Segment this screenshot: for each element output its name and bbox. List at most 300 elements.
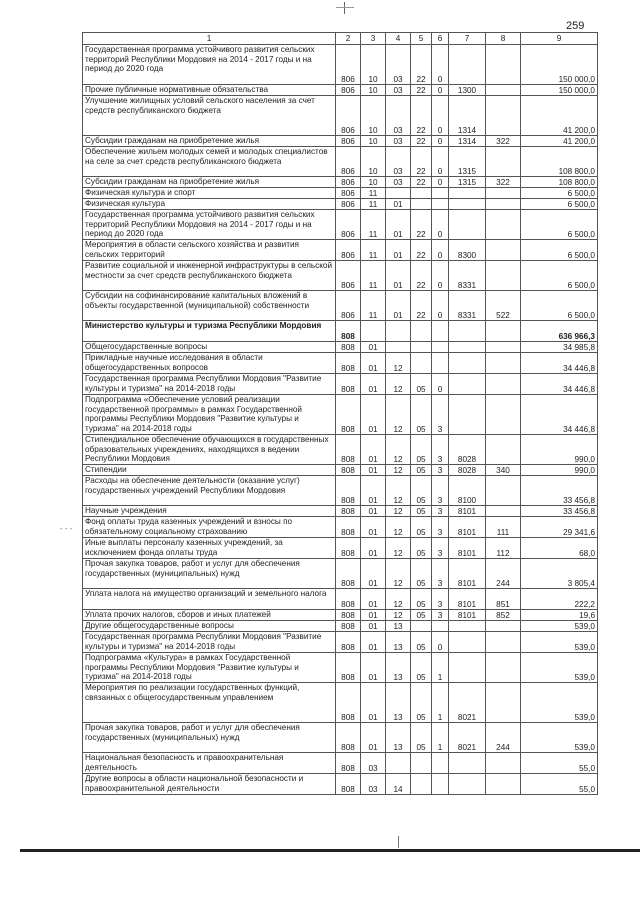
col-chapter: 808 bbox=[336, 517, 361, 538]
col-subsection bbox=[386, 753, 411, 774]
col-subsection: 13 bbox=[386, 653, 411, 683]
col-chapter: 808 bbox=[336, 621, 361, 632]
col-subsection: 12 bbox=[386, 353, 411, 374]
col-item: 8021 bbox=[449, 683, 486, 723]
table-row bbox=[83, 559, 598, 589]
col-subprogram: 3 bbox=[432, 559, 449, 589]
col-section: 01 bbox=[361, 476, 386, 506]
bottom-rule bbox=[20, 849, 640, 852]
col-program: 05 bbox=[411, 589, 432, 610]
col-subprogram bbox=[432, 774, 449, 795]
col-item: 8101 bbox=[449, 517, 486, 538]
col-subsection: 13 bbox=[386, 683, 411, 723]
col-subsection: 12 bbox=[386, 559, 411, 589]
row-amount: 29 341,6 bbox=[521, 517, 598, 538]
row-amount: 539,0 bbox=[521, 723, 598, 753]
row-name: Прочая закупка товаров, работ и услуг для обеспечения государственных (муниципальных) нужд bbox=[83, 559, 336, 589]
col-subsection: 12 bbox=[386, 506, 411, 517]
col-subprogram bbox=[432, 353, 449, 374]
col-program: 05 bbox=[411, 374, 432, 395]
col-item: 8101 bbox=[449, 506, 486, 517]
row-amount: 990,0 bbox=[521, 465, 598, 476]
col-expense-type bbox=[486, 188, 521, 199]
col-item bbox=[449, 621, 486, 632]
table-row bbox=[83, 538, 598, 559]
col-expense-type: 322 bbox=[486, 177, 521, 188]
col-item: 8100 bbox=[449, 476, 486, 506]
row-name: Иные выплаты персоналу казенных учреждений, за исключением фонда оплаты труда bbox=[83, 538, 336, 559]
col-expense-type bbox=[486, 621, 521, 632]
col-subprogram: 0 bbox=[432, 136, 449, 147]
col-section: 10 bbox=[361, 85, 386, 96]
column-header: 4 bbox=[386, 33, 411, 45]
col-chapter: 808 bbox=[336, 753, 361, 774]
col-expense-type: 244 bbox=[486, 559, 521, 589]
col-section: 03 bbox=[361, 753, 386, 774]
row-amount: 55,0 bbox=[521, 753, 598, 774]
table-row bbox=[83, 188, 598, 199]
table-row bbox=[83, 517, 598, 538]
row-amount: 222,2 bbox=[521, 589, 598, 610]
row-name: Стипендиальное обеспечение обучающихся в государственных образовательных учреждениях, находящихся в ведении Республики Мордовия bbox=[83, 435, 336, 465]
col-subsection: 12 bbox=[386, 610, 411, 621]
col-expense-type: 340 bbox=[486, 465, 521, 476]
column-header: 3 bbox=[361, 33, 386, 45]
col-expense-type bbox=[486, 374, 521, 395]
table-row bbox=[83, 240, 598, 261]
row-amount: 6 500,0 bbox=[521, 240, 598, 261]
col-subprogram: 0 bbox=[432, 147, 449, 177]
col-subprogram: 0 bbox=[432, 96, 449, 136]
col-chapter: 806 bbox=[336, 136, 361, 147]
col-subprogram: 0 bbox=[432, 177, 449, 188]
col-item: 1300 bbox=[449, 85, 486, 96]
col-subprogram: 1 bbox=[432, 653, 449, 683]
col-subsection: 12 bbox=[386, 465, 411, 476]
col-subsection: 12 bbox=[386, 476, 411, 506]
table-row bbox=[83, 374, 598, 395]
col-expense-type bbox=[486, 435, 521, 465]
row-name: Государственная программа Республики Мордовия "Развитие культуры и туризма" на 2014-2018 годы bbox=[83, 374, 336, 395]
col-section: 01 bbox=[361, 632, 386, 653]
row-name: Обеспечение жильем молодых семей и молодых специалистов на селе за счет средств республиканского бюджета bbox=[83, 147, 336, 177]
row-amount: 19,6 bbox=[521, 610, 598, 621]
col-chapter: 808 bbox=[336, 476, 361, 506]
table-row bbox=[83, 261, 598, 291]
col-program: 05 bbox=[411, 476, 432, 506]
col-expense-type: 522 bbox=[486, 291, 521, 321]
col-subprogram: 3 bbox=[432, 538, 449, 559]
col-program bbox=[411, 321, 432, 342]
col-section: 01 bbox=[361, 559, 386, 589]
col-subsection: 12 bbox=[386, 435, 411, 465]
col-expense-type bbox=[486, 199, 521, 210]
col-expense-type bbox=[486, 321, 521, 342]
table-row bbox=[83, 621, 598, 632]
col-subprogram: 0 bbox=[432, 240, 449, 261]
row-name: Улучшение жилищных условий сельского населения за счет средств республиканского бюджета bbox=[83, 96, 336, 136]
col-subprogram: 1 bbox=[432, 723, 449, 753]
col-expense-type bbox=[486, 632, 521, 653]
column-header: 9 bbox=[521, 33, 598, 45]
col-expense-type bbox=[486, 753, 521, 774]
col-subprogram: 3 bbox=[432, 465, 449, 476]
row-amount: 150 000,0 bbox=[521, 85, 598, 96]
col-section: 11 bbox=[361, 240, 386, 261]
row-name: Подпрограмма «Культура» в рамках Государственной программы Республики Мордовия "Развитие культуры и туризма" на 2014-2018 годы bbox=[83, 653, 336, 683]
col-subsection: 01 bbox=[386, 261, 411, 291]
col-expense-type bbox=[486, 85, 521, 96]
table-row bbox=[83, 199, 598, 210]
col-item bbox=[449, 753, 486, 774]
col-subsection: 03 bbox=[386, 85, 411, 96]
row-amount: 636 966,3 bbox=[521, 321, 598, 342]
table-row bbox=[83, 753, 598, 774]
col-item bbox=[449, 45, 486, 85]
col-chapter: 808 bbox=[336, 653, 361, 683]
col-subprogram: 0 bbox=[432, 85, 449, 96]
table-row bbox=[83, 210, 598, 240]
column-header: 6 bbox=[432, 33, 449, 45]
row-name: Государственная программа устойчивого развития сельских территорий Республики Мордовия на 2014 - 2017 годы и на период до 2020 года bbox=[83, 210, 336, 240]
column-header: 5 bbox=[411, 33, 432, 45]
col-expense-type bbox=[486, 342, 521, 353]
col-section: 10 bbox=[361, 136, 386, 147]
col-section: 01 bbox=[361, 538, 386, 559]
row-amount: 41 200,0 bbox=[521, 96, 598, 136]
col-subprogram: 3 bbox=[432, 435, 449, 465]
col-program: 05 bbox=[411, 435, 432, 465]
col-section: 11 bbox=[361, 188, 386, 199]
row-amount: 34 446,8 bbox=[521, 353, 598, 374]
col-program: 05 bbox=[411, 517, 432, 538]
bottom-scan-mark bbox=[398, 836, 399, 848]
row-name: Прочие публичные нормативные обязательства bbox=[83, 85, 336, 96]
row-name: Прочая закупка товаров, работ и услуг для обеспечения государственных (муниципальных) нужд bbox=[83, 723, 336, 753]
col-subsection: 01 bbox=[386, 199, 411, 210]
row-amount: 6 500,0 bbox=[521, 291, 598, 321]
col-subsection bbox=[386, 188, 411, 199]
table-row bbox=[83, 291, 598, 321]
table-body bbox=[83, 45, 598, 795]
row-amount: 33 456,8 bbox=[521, 476, 598, 506]
row-amount: 539,0 bbox=[521, 653, 598, 683]
col-subsection: 03 bbox=[386, 177, 411, 188]
col-subsection: 03 bbox=[386, 96, 411, 136]
row-name: Государственная программа Республики Мордовия "Развитие культуры и туризма" на 2014-2018 годы bbox=[83, 632, 336, 653]
col-item: 8101 bbox=[449, 589, 486, 610]
col-subprogram: 0 bbox=[432, 374, 449, 395]
budget-table bbox=[82, 32, 598, 795]
row-name: Другие вопросы в области национальной безопасности и правоохранительной деятельности bbox=[83, 774, 336, 795]
col-program: 05 bbox=[411, 610, 432, 621]
margin-mark: - - - bbox=[60, 524, 73, 533]
col-chapter: 808 bbox=[336, 589, 361, 610]
row-name: Физическая культура и спорт bbox=[83, 188, 336, 199]
col-subsection: 12 bbox=[386, 374, 411, 395]
row-name: Развитие социальной и инженерной инфраструктуры в сельской местности за счет средств республиканского бюджета bbox=[83, 261, 336, 291]
col-item: 8028 bbox=[449, 465, 486, 476]
col-subprogram bbox=[432, 753, 449, 774]
col-chapter: 808 bbox=[336, 538, 361, 559]
col-subsection: 12 bbox=[386, 589, 411, 610]
row-name: Министерство культуры и туризма Республики Мордовия bbox=[83, 321, 336, 342]
col-item: 8101 bbox=[449, 559, 486, 589]
row-amount: 3 805,4 bbox=[521, 559, 598, 589]
col-program: 05 bbox=[411, 559, 432, 589]
row-name: Уплата прочих налогов, сборов и иных платежей bbox=[83, 610, 336, 621]
col-program bbox=[411, 342, 432, 353]
col-program bbox=[411, 774, 432, 795]
row-name: Научные учреждения bbox=[83, 506, 336, 517]
col-subprogram bbox=[432, 621, 449, 632]
col-subsection: 03 bbox=[386, 136, 411, 147]
col-item: 1314 bbox=[449, 96, 486, 136]
table-row bbox=[83, 321, 598, 342]
col-section: 03 bbox=[361, 774, 386, 795]
col-program bbox=[411, 353, 432, 374]
col-program: 05 bbox=[411, 465, 432, 476]
col-section: 01 bbox=[361, 465, 386, 476]
col-subprogram: 3 bbox=[432, 476, 449, 506]
row-name: Уплата налога на имущество организаций и земельного налога bbox=[83, 589, 336, 610]
col-item: 8021 bbox=[449, 723, 486, 753]
col-program bbox=[411, 621, 432, 632]
col-chapter: 808 bbox=[336, 632, 361, 653]
col-subsection: 12 bbox=[386, 538, 411, 559]
col-subsection: 03 bbox=[386, 147, 411, 177]
col-subsection bbox=[386, 342, 411, 353]
table-row bbox=[83, 610, 598, 621]
col-item: 8101 bbox=[449, 538, 486, 559]
col-chapter: 806 bbox=[336, 85, 361, 96]
col-expense-type bbox=[486, 395, 521, 435]
table-row bbox=[83, 476, 598, 506]
row-name: Другие общегосударственные вопросы bbox=[83, 621, 336, 632]
row-name: Субсидии на софинансирование капитальных вложений в объекты государственной (муниципальной) собственности bbox=[83, 291, 336, 321]
col-section: 01 bbox=[361, 374, 386, 395]
row-name: Мероприятия в области сельского хозяйства и развития сельских территорий bbox=[83, 240, 336, 261]
col-expense-type bbox=[486, 476, 521, 506]
top-scan-mark bbox=[344, 2, 345, 14]
col-expense-type: 111 bbox=[486, 517, 521, 538]
col-subprogram: 0 bbox=[432, 45, 449, 85]
col-item bbox=[449, 653, 486, 683]
row-amount: 539,0 bbox=[521, 683, 598, 723]
row-amount: 6 500,0 bbox=[521, 188, 598, 199]
col-chapter: 808 bbox=[336, 559, 361, 589]
col-subsection: 13 bbox=[386, 632, 411, 653]
col-subsection: 13 bbox=[386, 621, 411, 632]
col-program: 22 bbox=[411, 96, 432, 136]
col-chapter: 808 bbox=[336, 353, 361, 374]
row-amount: 6 500,0 bbox=[521, 261, 598, 291]
row-amount: 55,0 bbox=[521, 774, 598, 795]
col-subsection: 01 bbox=[386, 291, 411, 321]
col-program: 05 bbox=[411, 653, 432, 683]
col-item bbox=[449, 353, 486, 374]
col-subprogram: 3 bbox=[432, 610, 449, 621]
col-subsection: 01 bbox=[386, 210, 411, 240]
col-item bbox=[449, 632, 486, 653]
col-program: 05 bbox=[411, 723, 432, 753]
col-chapter: 806 bbox=[336, 188, 361, 199]
row-name: Физическая культура bbox=[83, 199, 336, 210]
col-chapter: 808 bbox=[336, 465, 361, 476]
col-chapter: 808 bbox=[336, 342, 361, 353]
table-row bbox=[83, 96, 598, 136]
col-program bbox=[411, 188, 432, 199]
col-chapter: 806 bbox=[336, 240, 361, 261]
col-subprogram: 0 bbox=[432, 632, 449, 653]
col-section: 01 bbox=[361, 683, 386, 723]
col-section: 11 bbox=[361, 210, 386, 240]
row-amount: 539,0 bbox=[521, 632, 598, 653]
row-amount: 34 446,8 bbox=[521, 395, 598, 435]
table-row bbox=[83, 774, 598, 795]
col-subprogram: 0 bbox=[432, 261, 449, 291]
col-chapter: 806 bbox=[336, 177, 361, 188]
col-program: 05 bbox=[411, 683, 432, 723]
col-subsection: 13 bbox=[386, 723, 411, 753]
col-chapter: 808 bbox=[336, 435, 361, 465]
col-item bbox=[449, 321, 486, 342]
row-name: Расходы на обеспечение деятельности (оказание услуг) государственных учреждений Республики Мордовия bbox=[83, 476, 336, 506]
col-subsection: 03 bbox=[386, 45, 411, 85]
col-subprogram bbox=[432, 188, 449, 199]
col-chapter: 808 bbox=[336, 610, 361, 621]
table-row bbox=[83, 177, 598, 188]
col-program: 22 bbox=[411, 210, 432, 240]
table-row bbox=[83, 589, 598, 610]
col-subsection bbox=[386, 321, 411, 342]
table-row bbox=[83, 136, 598, 147]
col-subsection: 12 bbox=[386, 395, 411, 435]
row-amount: 33 456,8 bbox=[521, 506, 598, 517]
col-chapter: 806 bbox=[336, 147, 361, 177]
col-item: 1315 bbox=[449, 177, 486, 188]
col-chapter: 808 bbox=[336, 774, 361, 795]
col-program bbox=[411, 753, 432, 774]
col-section: 01 bbox=[361, 723, 386, 753]
col-subprogram: 3 bbox=[432, 506, 449, 517]
col-section: 01 bbox=[361, 395, 386, 435]
row-amount: 108 800,0 bbox=[521, 177, 598, 188]
col-program: 22 bbox=[411, 147, 432, 177]
col-chapter: 806 bbox=[336, 210, 361, 240]
col-section: 01 bbox=[361, 435, 386, 465]
col-item: 1315 bbox=[449, 147, 486, 177]
col-section: 01 bbox=[361, 589, 386, 610]
col-chapter: 806 bbox=[336, 45, 361, 85]
table-row bbox=[83, 653, 598, 683]
col-section: 01 bbox=[361, 353, 386, 374]
row-name: Субсидии гражданам на приобретение жилья bbox=[83, 136, 336, 147]
col-program: 22 bbox=[411, 136, 432, 147]
col-program: 22 bbox=[411, 240, 432, 261]
col-expense-type bbox=[486, 45, 521, 85]
col-item bbox=[449, 188, 486, 199]
col-section: 11 bbox=[361, 199, 386, 210]
row-name: Национальная безопасность и правоохранительная деятельность bbox=[83, 753, 336, 774]
row-name: Прикладные научные исследования в области общегосударственных вопросов bbox=[83, 353, 336, 374]
col-item: 8331 bbox=[449, 261, 486, 291]
table-row bbox=[83, 85, 598, 96]
col-program: 05 bbox=[411, 538, 432, 559]
column-header: 8 bbox=[486, 33, 521, 45]
col-subprogram: 3 bbox=[432, 395, 449, 435]
col-expense-type bbox=[486, 210, 521, 240]
table-row bbox=[83, 147, 598, 177]
col-subprogram bbox=[432, 199, 449, 210]
col-item bbox=[449, 395, 486, 435]
table-row bbox=[83, 435, 598, 465]
row-amount: 108 800,0 bbox=[521, 147, 598, 177]
col-section: 01 bbox=[361, 342, 386, 353]
col-subprogram: 0 bbox=[432, 210, 449, 240]
col-section: 01 bbox=[361, 621, 386, 632]
row-amount: 990,0 bbox=[521, 435, 598, 465]
col-program: 22 bbox=[411, 45, 432, 85]
table-row bbox=[83, 465, 598, 476]
row-amount: 150 000,0 bbox=[521, 45, 598, 85]
col-item bbox=[449, 210, 486, 240]
column-header: 7 bbox=[449, 33, 486, 45]
col-subsection: 01 bbox=[386, 240, 411, 261]
col-section: 10 bbox=[361, 177, 386, 188]
table-row bbox=[83, 342, 598, 353]
column-header: 1 bbox=[83, 33, 336, 45]
row-amount: 6 500,0 bbox=[521, 199, 598, 210]
table-row bbox=[83, 506, 598, 517]
col-chapter: 808 bbox=[336, 506, 361, 517]
col-item bbox=[449, 774, 486, 795]
col-chapter: 808 bbox=[336, 683, 361, 723]
col-chapter: 808 bbox=[336, 723, 361, 753]
col-expense-type bbox=[486, 261, 521, 291]
page-number: 259 bbox=[566, 20, 585, 32]
row-amount: 68,0 bbox=[521, 538, 598, 559]
table-row bbox=[83, 723, 598, 753]
col-section: 01 bbox=[361, 653, 386, 683]
row-amount: 41 200,0 bbox=[521, 136, 598, 147]
col-section: 10 bbox=[361, 96, 386, 136]
row-name: Общегосударственные вопросы bbox=[83, 342, 336, 353]
col-expense-type bbox=[486, 96, 521, 136]
col-chapter: 806 bbox=[336, 96, 361, 136]
col-expense-type bbox=[486, 506, 521, 517]
col-expense-type: 852 bbox=[486, 610, 521, 621]
col-expense-type bbox=[486, 774, 521, 795]
col-section: 10 bbox=[361, 45, 386, 85]
row-amount: 34 985,8 bbox=[521, 342, 598, 353]
col-program: 22 bbox=[411, 261, 432, 291]
col-chapter: 808 bbox=[336, 374, 361, 395]
table-row bbox=[83, 395, 598, 435]
row-amount: 539,0 bbox=[521, 621, 598, 632]
col-program: 22 bbox=[411, 177, 432, 188]
col-expense-type: 322 bbox=[486, 136, 521, 147]
col-expense-type bbox=[486, 653, 521, 683]
row-amount: 34 446,8 bbox=[521, 374, 598, 395]
col-program: 05 bbox=[411, 632, 432, 653]
col-subprogram bbox=[432, 342, 449, 353]
col-section: 01 bbox=[361, 517, 386, 538]
col-item: 8101 bbox=[449, 610, 486, 621]
col-item bbox=[449, 342, 486, 353]
table-row bbox=[83, 683, 598, 723]
col-section: 11 bbox=[361, 261, 386, 291]
